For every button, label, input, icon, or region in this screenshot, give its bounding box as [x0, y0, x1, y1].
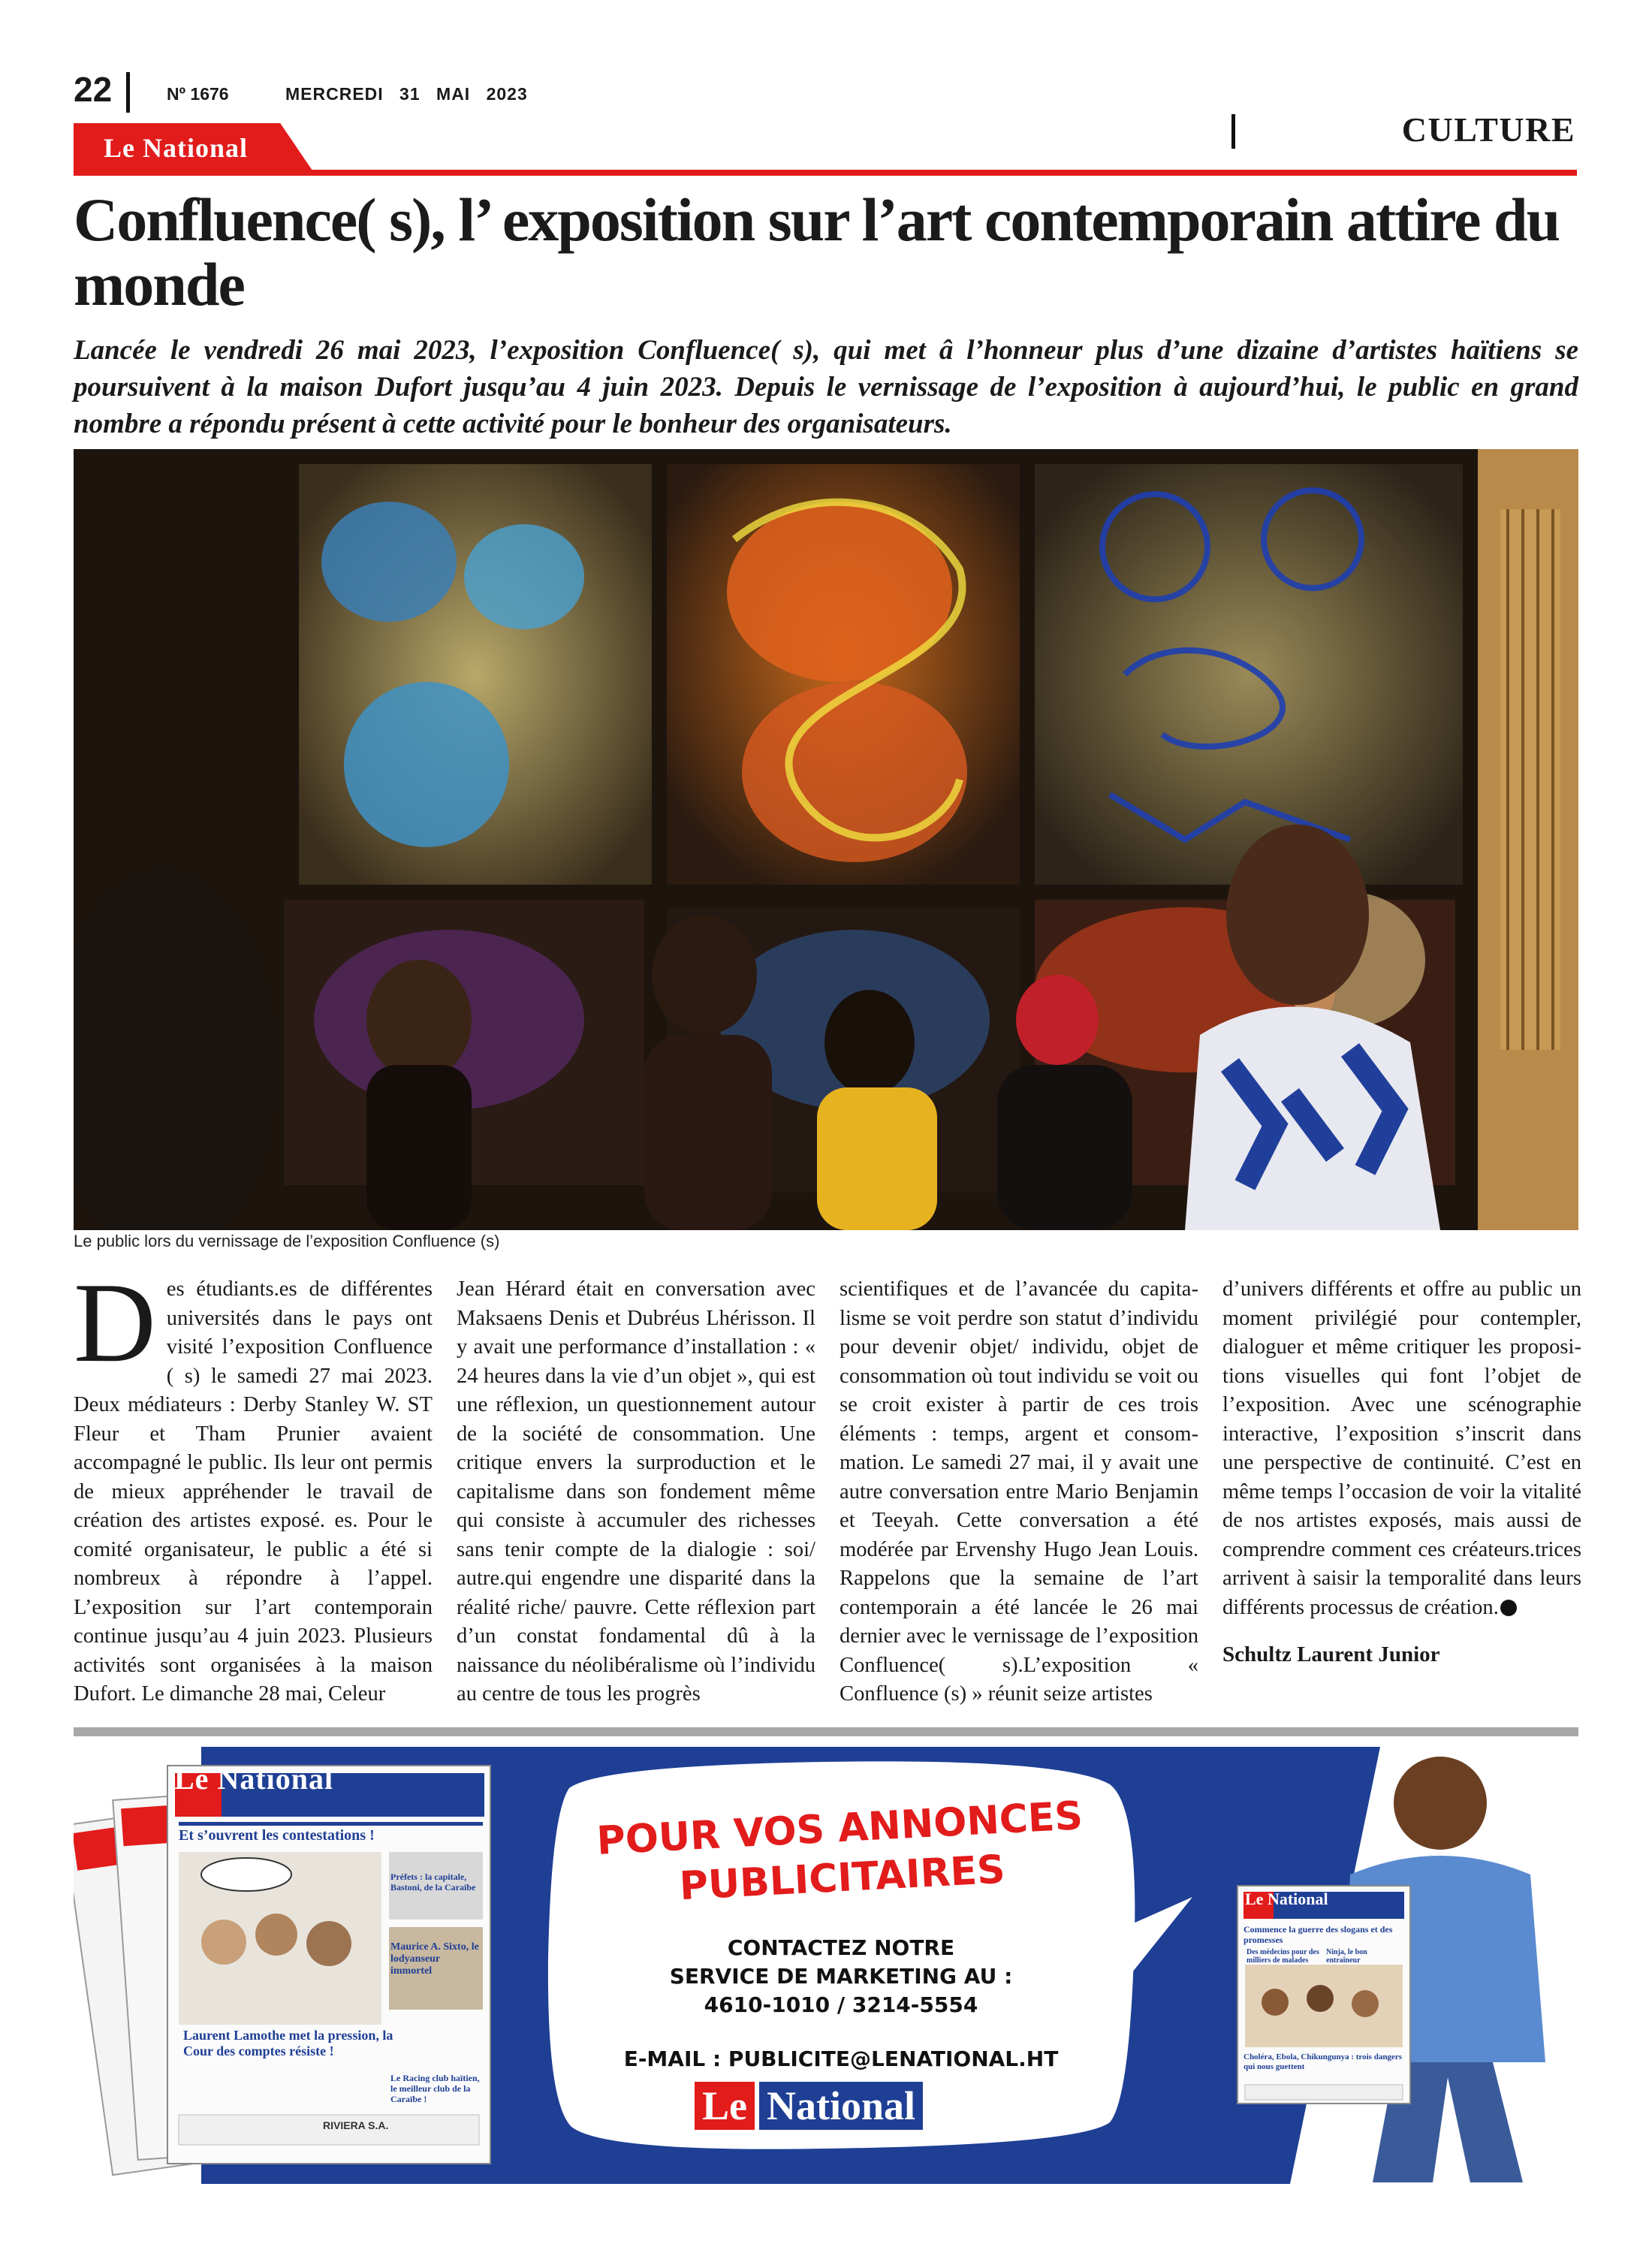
ad-man-paper-side-1: Des médecins pour des milliers de malades [1247, 1948, 1319, 1965]
page-number: 22 [74, 70, 113, 109]
byline: Schultz Laurent Junior [1222, 1642, 1440, 1666]
article-column-1 [74, 1259, 433, 1709]
ad-logo [695, 2082, 923, 2130]
exhibition-photo [74, 449, 1578, 1230]
column-1-text: es étudiants.es de différentes universités dans le pays ont visité l’exposition Confluence ( s) le samedi 27 mai 2023. Deux médiateurs : Derby Stanley W. ST Fleur et Tham Prunier avaient accompagné le public. Ils leur ont permis de mieux appréhender le travail de création des artistes exposé. es. Pour le comité organisateur, le public a été si nombreux à répondre à l’appel. L’exposition sur l’art contemporain continue jusqu’au 4 juin 2023. Plusieurs activités sont organisées à la maison Dufort. Le dimanche 28 mai, Celeur [74, 1277, 433, 1706]
section-divider [1231, 114, 1235, 149]
column-2-text: Jean Hérard était en conversation avec Maksaens Denis et Dubréus Lhérisson. Il y avait une performance d’installation : « 24 heures dans la vie d’un objet », qui est une réflexion, un questionnement autour de la société de consommation. Une critique envers la surproduction et le capitalisme dans son fondement même qui consiste à accumuler des richesses sans tenir compte de la dialogie : soi/ autre.qui engendre une disparité dans la réalité riche/ pauvre. Cette réflexion part d’un constat fondamental dû à la naissance du néolibéralisme où l’individu au centre de tous les progrès [457, 1277, 815, 1706]
header-rule [74, 170, 1577, 176]
ad-separator [74, 1727, 1578, 1736]
article-headline: Confluence( s), l’ exposition sur l’art contemporain attire du monde [74, 185, 1560, 318]
header-divider [126, 72, 130, 113]
issue-date: MERCREDI 31 MAI 2023 [285, 84, 528, 104]
column-4-text: d’univers différents et offre au public un moment privilégié pour contempler, dialoguer et même critiquer les propositions visuelles qui font l’objet de l’exposition. Avec une scénographie interactive, l’exposition s’inscrit dans une perspective de continuité. C’est en même temps l’occasion de voir la vitalité de nos artistes exposés, mais aussi de comprendre comment ces créateurs.trices arrivent à saisir la temporalité dans leurs différents processus de création. [1222, 1277, 1581, 1619]
ad-paper-side-1: Préfets : la capitale, Bastoni, de la Caraïbe [390, 1871, 476, 1893]
photo-caption: Le public lors du vernissage de l’exposition Confluence (s) [74, 1232, 500, 1250]
brand-label: Le National [104, 133, 249, 163]
issue-number: Nº 1676 [167, 84, 229, 104]
end-mark-icon [1500, 1600, 1517, 1616]
article-column-3 [840, 1275, 1198, 1709]
ad-paper-masthead: Le National [174, 1762, 334, 1796]
ad-paper-side-3: Le Racing club haïtien, le meilleur club de la Caraïbe ! [390, 2073, 480, 2104]
ad-headline: POUR VOS ANNONCES PUBLICITAIRES [595, 1793, 1084, 1910]
ad-paper-side-2: Maurice A. Sixto, le lodyanseur immortel [390, 1941, 479, 1977]
ad-man-paper-side-2: Ninja, le bon entraîneur [1326, 1948, 1367, 1965]
article-column-2 [457, 1275, 815, 1709]
ad-logo-national: National [759, 2082, 923, 2130]
ad-paper-story: Laurent Lamothe met la pression, la Cour des comptes résiste ! [183, 2028, 393, 2058]
article-column-4 [1222, 1275, 1581, 1669]
ad-contact: CONTACTEZ NOTRE SERVICE DE MARKETING AU : 4610-1010 / 3214-5554 [669, 1935, 1013, 2017]
ad-logo-le: Le [695, 2082, 755, 2130]
column-3-text: scientifiques et de l’avancée du capitalisme se voit perdre son statut d’individu pour devenir objet/ individu, objet de consommation où tout individu se voit ou se croit exister à partir de ces trois éléments : temps, argent et consommation. Le samedi 27 mai, il y avait une autre conversation entre Mario Benjamin et Teeyah. Cette conversation a été modérée par Ervenshy Hugo Jean Louis. Rappelons que la semaine de l’art contemporain a été lancée le 26 mai dernier avec le vernissage de l’exposition Confluence( s).L’exposition « Confluence (s) » réunit seize artistes [840, 1277, 1198, 1706]
drop-cap: D [74, 1259, 156, 1386]
ad-man-paper-masthead: Le National [1245, 1890, 1328, 1908]
section-label: CULTURE [1401, 110, 1575, 149]
ad-paper-headline: Et s’ouvrent les contestations ! [179, 1827, 375, 1844]
ad-man-paper-story: Choléra, Ebola, Chikungunya : trois dangers qui nous guettent [1244, 2052, 1402, 2071]
ad-man-paper-headline: Commence la guerre des slogans et des promesses [1244, 1924, 1393, 1945]
ad-email: E-MAIL : PUBLICITE@LENATIONAL.HT [623, 2046, 1059, 2071]
article-lede: Lancée le vendredi 26 mai 2023, l’exposition Confluence( s), qui met â l’honneur plus d’une dizaine d’artistes haïtiens se poursuivent à la maison Dufort jusqu’au 4 juin 2023. Depuis le vernissage de l’exposition à aujourd’hui, le public en grand nombre a répondu présent à cette activité pour le bonheur des organisateurs. [74, 335, 1578, 439]
ad-paper-footer: RIVIERA S.A. [323, 2119, 389, 2131]
